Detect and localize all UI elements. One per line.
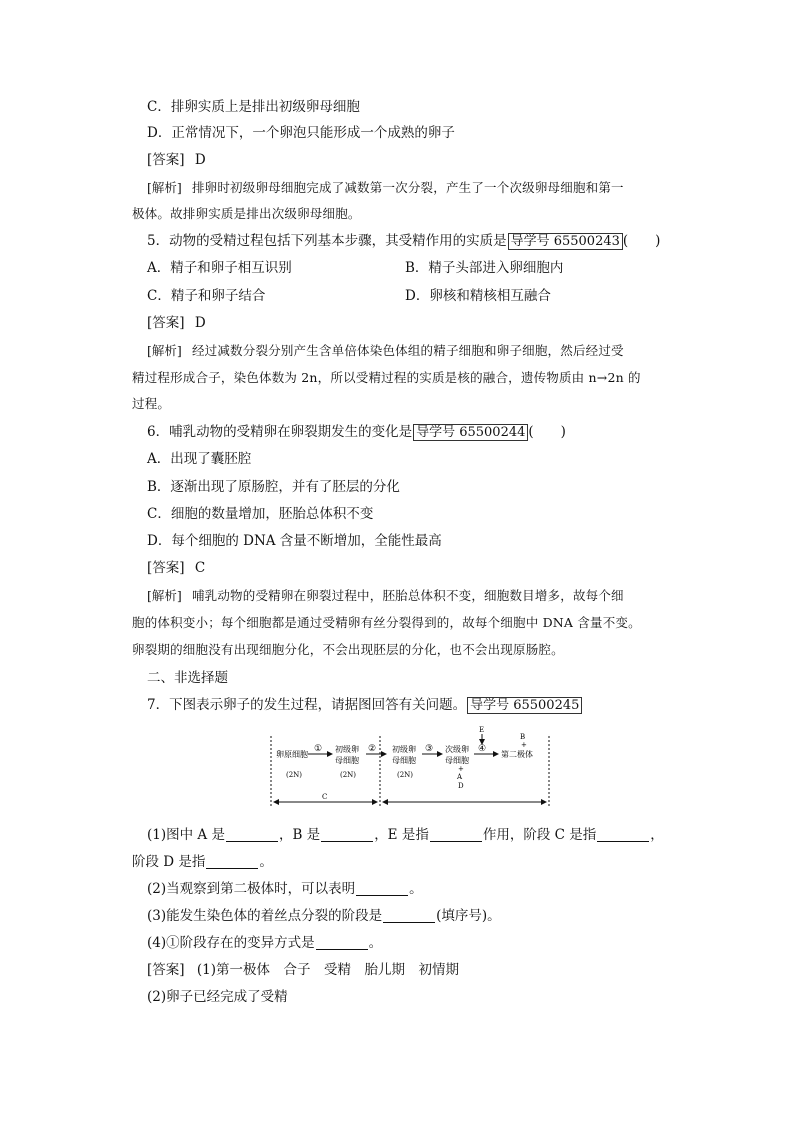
primary-oocyte-ploidy-1: (2N) [340,771,357,779]
explanation-text: 经过减数分裂分别产生含单倍体染色体组的精子细胞和卵子细胞，然后经过受 [191,343,624,358]
sub2-text-a: (2)当观察到第二极体时，可以表明 [147,881,356,897]
blank-stage-d[interactable] [206,854,258,869]
explanation-tag: [解析] [147,343,182,358]
q7-sub-2 [147,880,423,898]
q6-option-a: A．出现了囊胚腔 [147,451,252,467]
q5-option-a: A．精子和卵子相互识别 [147,260,292,276]
oogenesis-diagram [262,722,562,810]
q6-explanation-line-3: 卵裂期的细胞没有出现细胞分化，不会出现胚层的分化，也不会出现原肠腔。 [132,642,564,657]
label-a: A [457,773,463,781]
q7-sub-1-line-1 [147,826,664,844]
q5-option-c: C．精子和卵子结合 [147,288,266,304]
blank-sub4[interactable] [316,935,368,950]
explanation-tag: [解析] [147,180,182,195]
sub1-text-a: (1)图中 A 是 [147,827,225,843]
plus-sign-1: + [458,765,464,773]
guide-reference: 导学号 65500244 [413,424,528,441]
q6-stem [147,423,566,441]
explanation-text: 排卵时初级卵母细胞完成了减数第一次分裂，产生了一个次级卵母细胞和第一 [191,180,624,195]
q5-answer [147,314,206,332]
blank-sub3[interactable] [383,908,435,923]
q7-sub-4 [147,934,382,952]
step-3-marker: ③ [425,744,434,754]
q7-answer [147,961,459,979]
q6-explanation-line-2: 胞的体积变小；每个细胞都是通过受精卵有丝分裂得到的，故每个细胞中 DNA 含量不变。 [132,615,641,630]
sub1-text-e: ， [650,827,664,843]
answer-tag: [答案] [147,560,185,576]
question-text: 5．动物的受精过程包括下列基本步骤，其受精作用的实质是 [147,233,507,249]
sub1-text-g: 。 [259,854,273,870]
q5-explanation-line-1 [147,342,624,360]
oogonium-ploidy: (2N) [286,771,303,779]
q4-option-c: C．排卵实质上是排出初级卵母细胞 [147,99,360,115]
q5-stem [147,232,660,250]
q6-option-b: B．逐渐出现了原肠腔，并有了胚层的分化 [147,479,400,495]
answer-tag: [答案] [147,152,185,168]
q6-answer [147,559,205,577]
step-1-marker: ① [314,744,323,754]
explanation-tag: [解析] [147,588,182,603]
answer-paren: ( ) [528,424,566,440]
oogonium-label: 卵原细胞 [276,750,308,759]
q5-option-d: D．卵核和精核相互融合 [405,288,551,304]
q6-explanation-line-1 [147,587,624,605]
primary-oocyte-label-2a: 初级卵 [392,745,416,754]
q5-explanation-line-2: 精过程形成合子，染色体数为 2n，所以受精过程的实质是核的融合，遗传物质由 n→2n 的 [132,370,641,385]
q5-option-b: B．精子头部进入卵细胞内 [405,260,564,276]
sub4-text-b: 。 [368,935,383,951]
label-b: B [520,733,526,741]
blank-b[interactable] [321,827,373,842]
stage-d-label: D [458,782,464,790]
blank-stage-c[interactable] [597,827,649,842]
q7-answer-line-2: (2)卵子已经完成了受精 [147,989,288,1005]
guide-reference: 导学号 65500243 [508,233,623,250]
q4-explanation-line-1 [147,179,624,197]
answer-value: D [194,152,206,168]
primary-oocyte-label-1b: 母细胞 [335,756,359,765]
second-polar-body-label: 第二极体 [501,750,533,759]
step-2-marker: ② [368,744,377,754]
question-text: 7．下图表示卵子的发生过程，请据图回答有关问题。 [147,697,467,713]
answer-value: C [194,560,206,576]
sub1-text-b: ，B 是 [278,827,321,843]
sub1-text-f: 阶段 D 是指 [132,854,206,870]
stage-c-label: C [322,793,328,801]
answer-value: D [194,315,206,331]
q5-options-row-2 [147,287,767,305]
question-text: 6．哺乳动物的受精卵在卵裂期发生的变化是 [147,424,413,440]
blank-a[interactable] [226,827,278,842]
primary-oocyte-label-2b: 母细胞 [392,756,416,765]
secondary-oocyte-label-b: 母细胞 [445,756,469,765]
blank-sub2[interactable] [356,881,408,896]
label-e: E [479,726,485,734]
q7-sub-1-line-2 [132,853,273,871]
sub2-text-b: 。 [409,881,423,897]
blank-e[interactable] [430,827,482,842]
guide-reference: 导学号 65500245 [467,697,582,714]
answer-paren: ( ) [622,233,661,249]
q6-option-c: C．细胞的数量增加，胚胎总体积不变 [147,506,374,522]
secondary-oocyte-label-a: 次级卵 [445,745,469,754]
sub3-text-b: (填序号)。 [436,908,501,924]
sub1-text-d: 作用，阶段 C 是指 [482,827,597,843]
primary-oocyte-ploidy-2: (2N) [397,771,414,779]
sub1-text-c: ，E 是指 [374,827,429,843]
q7-sub-3 [147,907,501,925]
sub3-text-a: (3)能发生染色体的着丝点分裂的阶段是 [147,908,383,924]
q7-stem [147,696,582,714]
explanation-text: 哺乳动物的受精卵在卵裂过程中，胚胎总体积不变，细胞数目增多，故每个细 [191,588,624,603]
plus-sign-2: + [521,741,527,749]
q4-option-d: D．正常情况下，一个卵泡只能形成一个成熟的卵子 [147,125,455,141]
q5-options-row-1 [147,259,767,277]
answer-line-1: (1)第一极体 合子 受精 胎儿期 初情期 [196,962,459,978]
sub4-text-a: (4)①阶段存在的变异方式是 [147,935,315,951]
q4-explanation-line-2: 极体。故排卵实质是排出次级卵母细胞。 [132,206,361,221]
answer-tag: [答案] [147,962,185,978]
primary-oocyte-label-1a: 初级卵 [335,745,359,754]
q6-option-d: D．每个细胞的 DNA 含量不断增加，全能性最高 [147,533,442,549]
q5-explanation-line-3: 过程。 [132,396,171,411]
q4-answer [147,151,206,169]
answer-tag: [答案] [147,315,185,331]
section-heading: 二、非选择题 [147,670,228,686]
step-4-marker: ④ [478,744,487,754]
